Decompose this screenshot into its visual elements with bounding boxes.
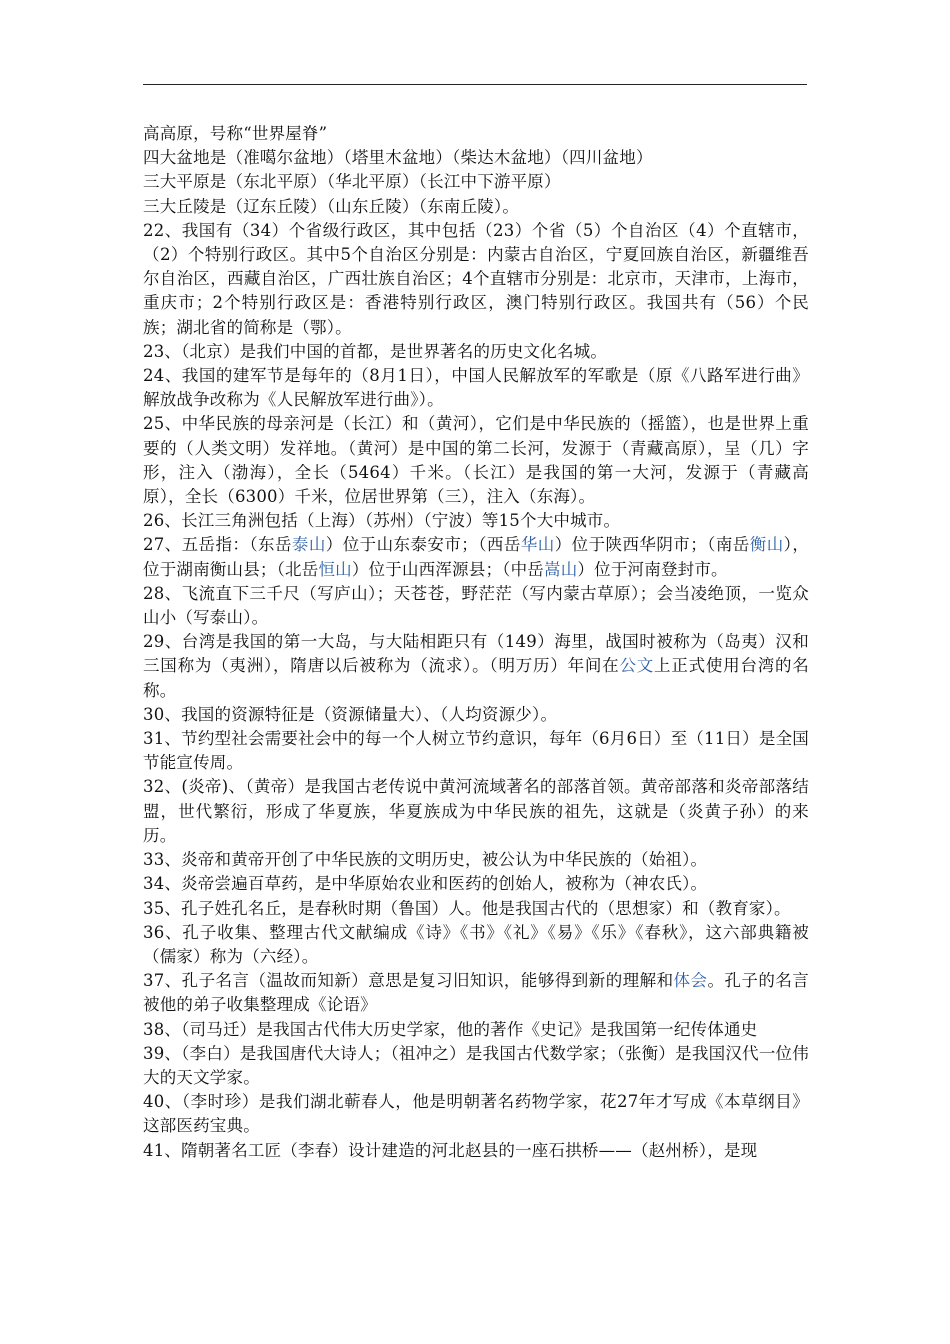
text-run: ）位于山东泰安市；（西岳: [325, 535, 521, 555]
text-run: 35、孔子姓孔名丘，是春秋时期（鲁国）人。他是我国古代的（思想家）和（教育家）。: [143, 898, 791, 918]
paragraph: [143, 509, 809, 533]
paragraph: [143, 340, 809, 364]
paragraph: [143, 170, 809, 194]
hyperlink[interactable]: 嵩山: [544, 559, 578, 579]
text-run: ）位于山西浑源县；（中岳: [351, 559, 545, 579]
paragraph: [143, 219, 809, 340]
paragraph: [143, 703, 809, 727]
text-run: 33、炎帝和黄帝开创了中华民族的文明历史，被公认为中华民族的（始祖）。: [143, 850, 708, 870]
paragraph: [143, 1042, 809, 1090]
paragraph: [143, 897, 809, 921]
paragraph: [143, 412, 809, 509]
text-run: 23、（北京）是我们中国的首都，是世界著名的历史文化名城。: [143, 341, 608, 361]
paragraph: [143, 848, 809, 872]
text-run: 34、炎帝尝遍百草药，是中华原始农业和医药的创始人，被称为（神农氏）。: [143, 874, 708, 894]
paragraph: [143, 1139, 809, 1163]
paragraph: [143, 122, 809, 146]
header-rule: [143, 84, 807, 85]
text-run: 。孔子的名言被他的弟子收集整理成《论语》: [143, 971, 809, 1015]
text-run: 30、我国的资源特征是（资源储量大）、（人均资源少）。: [143, 704, 558, 724]
text-run: 31、节约型社会需要社会中的每一个人树立节约意识，每年（6月6日）至（11日）是全国节能宣传周。: [143, 729, 809, 773]
paragraph: [143, 533, 809, 581]
document-body: [143, 122, 809, 1163]
text-run: 三大丘陵是（辽东丘陵）（山东丘陵）（东南丘陵）。: [143, 196, 520, 216]
paragraph: [143, 921, 809, 969]
text-run: 上正式使用台湾的名称。: [143, 656, 809, 700]
paragraph: [143, 630, 809, 703]
hyperlink[interactable]: 恒山: [318, 559, 352, 579]
text-run: 37、孔子名言（温故而知新）意思是复习旧知识，能够得到新的理解和: [143, 971, 674, 991]
text-run: 25、中华民族的母亲河是（长江）和（黄河），它们是中华民族的（摇篮），也是世界上重要的（人类文明）发祥地。（黄河）是中国的第二长河，发源于（青藏高原），呈（几）字形，注入（渤海），全长（5464）千米。（长江）是我国的第一大河，发源于（青藏高原），全长（6300）千米，位居世界第（三），注入（东海）。: [143, 414, 809, 507]
paragraph: [143, 1018, 809, 1042]
paragraph: [143, 582, 809, 630]
text-run: 26、长江三角洲包括（上海）（苏州）（宁波）等15个大中城市。: [143, 511, 621, 531]
text-run: 39、（李白）是我国唐代大诗人；（祖冲之）是我国古代数学家；（张衡）是我国汉代一位伟大的天文学家。: [143, 1043, 809, 1087]
paragraph: [143, 969, 809, 1017]
hyperlink[interactable]: 华山: [520, 535, 555, 555]
text-run: 28、飞流直下三千尺（写庐山）；天苍苍，野茫茫（写内蒙古草原）；会当凌绝顶，一览众山小（写泰山）。: [143, 583, 809, 628]
text-run: 36、孔子收集、整理古代文献编成《诗》《书》《礼》《易》《乐》《春秋》，这六部典籍被（儒家）称为（六经）。: [143, 922, 809, 966]
text-run: ），位于湖南衡山县；（北岳: [143, 535, 810, 579]
text-run: 40、（李时珍）是我们湖北蕲春人，他是明朝著名药物学家，花27年才写成《本草纲目》这部医药宝典。: [143, 1092, 809, 1136]
text-run: 22、我国有（34）个省级行政区，其中包括（23）个省（5）个自治区（4）个直辖市，（2）个特别行政区。其中5个自治区分别是：内蒙古自治区，宁夏回族自治区，新疆维吾尔自治区，西藏自治区，广西壮族自治区；4个直辖市分别是：北京市，天津市，上海市，重庆市；2个特别行政区是：香港特别行政区，澳门特别行政区。我国共有（56）个民族；湖北省的简称是（鄂）。: [143, 220, 809, 337]
text-run: 高高原，号称“世界屋脊”: [143, 124, 328, 143]
text-run: 38、（司马迁）是我国古代伟大历史学家，他的著作《史记》是我国第一纪传体通史: [143, 1019, 758, 1039]
hyperlink[interactable]: 公文: [619, 656, 655, 676]
text-run: ）位于河南登封市。: [577, 559, 728, 579]
text-run: 32、(炎帝)、（黄帝）是我国古老传说中黄河流域著名的部落首领。黄帝部落和炎帝部落结盟，世代繁衍，形成了华夏族，华夏族成为中华民族的祖先，这就是（炎黄子孙）的来历。: [143, 777, 809, 845]
text-run: 29、台湾是我国的第一大岛，与大陆相距只有（149）海里，战国时被称为（岛夷）汉和三国称为（夷洲），隋唐以后被称为（流求）。（明万历）年间在: [143, 632, 809, 676]
paragraph: [143, 775, 809, 848]
text-run: 三大平原是（东北平原）（华北平原）（长江中下游平原）: [143, 172, 561, 192]
text-run: 24、我国的建军节是每年的（8月1日），中国人民解放军的军歌是（原《八路军进行曲》解放战争改称为《人民解放军进行曲》）。: [143, 366, 809, 410]
hyperlink[interactable]: 泰山: [291, 535, 326, 555]
paragraph: [143, 727, 809, 775]
text-run: 41、隋朝著名工匠（李春）设计建造的河北赵县的一座石拱桥——（赵州桥），是现: [143, 1140, 758, 1160]
text-run: 27、五岳指：（东岳: [143, 535, 292, 555]
text-run: 四大盆地是（准噶尔盆地）（塔里木盆地）（柴达木盆地）（四川盆地）: [143, 148, 653, 168]
paragraph: [143, 146, 809, 170]
paragraph: [143, 195, 809, 219]
text-run: ）位于陕西华阴市；（南岳: [554, 535, 750, 555]
hyperlink[interactable]: 体会: [673, 971, 708, 991]
paragraph: [143, 364, 809, 412]
hyperlink[interactable]: 衡山: [749, 535, 784, 555]
paragraph: [143, 1090, 809, 1138]
paragraph: [143, 872, 809, 896]
